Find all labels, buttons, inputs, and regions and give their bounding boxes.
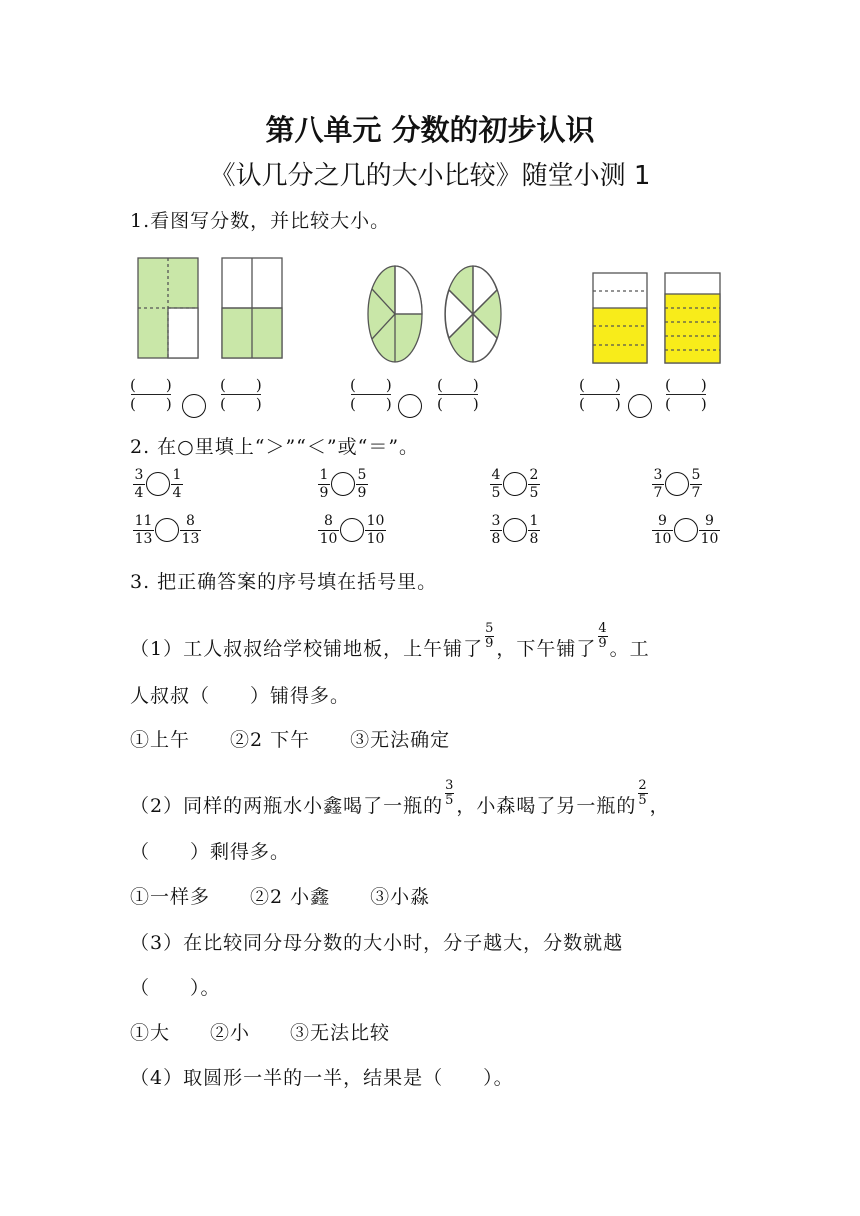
fraction-blank[interactable]: ( ) ( )	[220, 376, 262, 413]
q3-item-2-text: （2）同样的两瓶水小鑫喝了一瓶的	[130, 795, 444, 817]
oval-fraction-figure	[365, 262, 505, 366]
question-2-prompt: 2. 在○里填上“＞”“＜”或“＝”。	[130, 436, 420, 458]
bar-fraction-figure	[590, 270, 725, 366]
fraction-two-fifths: $\frac{2}{5}$	[638, 777, 648, 808]
compare-circle[interactable]	[340, 518, 364, 542]
fraction-blank[interactable]: ( ) ( )	[665, 376, 707, 413]
compare-circle[interactable]	[331, 472, 355, 496]
comparison-fraction: 9 10	[653, 513, 672, 547]
comparison-fraction: 3 7	[653, 467, 663, 501]
comparison-fraction: 5 7	[691, 467, 701, 501]
fraction-blank[interactable]: ( ) ( )	[350, 376, 392, 413]
comparison-fraction: 1 8	[529, 513, 539, 547]
q3-item-4-line-1: （4）取圆形一半的一半，结果是（ ）。	[130, 1067, 514, 1089]
fraction-blank[interactable]: ( ) ( )	[130, 376, 172, 413]
q3-item-1-text: 。工	[609, 638, 650, 660]
comparison-fraction: 1 4	[172, 467, 182, 501]
q3-item-2-options: ①一样多 ②2 小鑫 ③小淼	[130, 886, 431, 908]
q3-item-1-line-1	[130, 620, 650, 665]
compare-circle[interactable]	[503, 472, 527, 496]
compare-circle[interactable]	[182, 394, 206, 418]
compare-circle[interactable]	[665, 472, 689, 496]
q3-item-1-text: ，下午铺了	[496, 638, 597, 660]
page-subtitle: 《认几分之几的大小比较》随堂小测 1	[209, 161, 651, 191]
comparison-fraction: 11 13	[134, 513, 153, 547]
comparison-fraction: 9 10	[700, 513, 719, 547]
comparison-fraction: 3 4	[134, 467, 144, 501]
q3-item-2-line-2: （ ）剩得多。	[130, 841, 291, 863]
q3-item-3-options: ①大 ②小 ③无法比较	[130, 1022, 391, 1044]
comparison-fraction: 5 9	[357, 467, 367, 501]
comparison-fraction: 1 9	[319, 467, 329, 501]
q3-item-2-text: ，	[649, 795, 670, 817]
question-3-prompt: 3. 把正确答案的序号填在括号里。	[130, 571, 438, 593]
fraction-blank[interactable]: ( ) ( )	[579, 376, 621, 413]
page-title: 第八单元 分数的初步认识	[265, 113, 595, 147]
fraction-three-fifths: $\frac{3}{5}$	[445, 777, 455, 808]
comparison-fraction: 8 13	[181, 513, 200, 547]
q3-item-1-line-2: 人叔叔（ ）铺得多。	[130, 685, 351, 707]
question-1-prompt: 1.看图写分数，并比较大小。	[130, 210, 391, 232]
q3-item-3-line-1: （3）在比较同分母分数的大小时，分子越大，分数就越	[130, 932, 624, 954]
q3-item-2-text: ，小森喝了另一瓶的	[456, 795, 637, 817]
compare-circle[interactable]	[398, 394, 422, 418]
compare-circle[interactable]	[674, 518, 698, 542]
comparison-fraction: 3 8	[491, 513, 501, 547]
compare-circle[interactable]	[146, 472, 170, 496]
q3-item-3-line-2: （ ）。	[130, 977, 221, 999]
fraction-blank[interactable]: ( ) ( )	[437, 376, 479, 413]
compare-circle[interactable]	[503, 518, 527, 542]
comparison-fraction: 10 10	[366, 513, 385, 547]
fraction-four-ninths: $\frac{4}{9}$	[598, 620, 608, 651]
q3-item-1-options: ①上午 ②2 下午 ③无法确定	[130, 729, 451, 751]
comparison-fraction: 8 10	[319, 513, 338, 547]
compare-circle[interactable]	[155, 518, 179, 542]
compare-circle[interactable]	[628, 394, 652, 418]
comparison-fraction: 2 5	[529, 467, 539, 501]
q3-item-1-text: （1）工人叔叔给学校铺地板，上午铺了	[130, 638, 484, 660]
square-fraction-figure	[135, 255, 285, 363]
q3-item-2-line-1	[130, 777, 670, 822]
fraction-five-ninths: $\frac{5}{9}$	[485, 620, 495, 651]
comparison-fraction: 4 5	[491, 467, 501, 501]
